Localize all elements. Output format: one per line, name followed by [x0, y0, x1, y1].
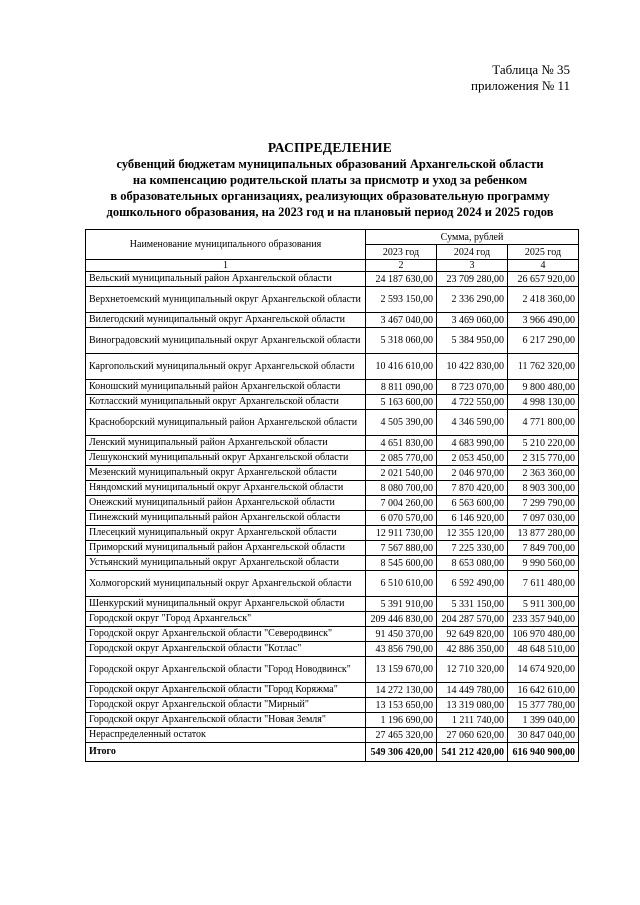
amount-2024: 92 649 820,00	[437, 627, 508, 642]
total-2023: 549 306 420,00	[366, 743, 437, 762]
amount-2025: 16 642 610,00	[508, 683, 579, 698]
table-row	[86, 354, 579, 380]
title-line-4: дошкольного образования, на 2023 год и на плановый период 2024 и 2025 годов	[106, 205, 554, 219]
table-row	[86, 451, 579, 466]
amount-2024: 2 046 970,00	[437, 466, 508, 481]
municipality-name: Городской округ Архангельской области "Город Коряжма"	[86, 683, 366, 698]
amount-2024: 2 053 450,00	[437, 451, 508, 466]
table-row	[86, 597, 579, 612]
table-row	[86, 436, 579, 451]
municipality-name: Мезенский муниципальный округ Архангельской области	[86, 466, 366, 481]
title-line-3: в образовательных организациях, реализующих образовательную программу	[110, 189, 550, 203]
municipality-name: Красноборский муниципальный район Архангельской области	[86, 410, 366, 436]
amount-2023: 13 159 670,00	[366, 657, 437, 683]
table-reference	[471, 62, 570, 94]
column-header-sum: Сумма, рублей	[366, 230, 579, 245]
document-title	[80, 140, 580, 220]
municipality-name: Плесецкий муниципальный округ Архангельской области	[86, 526, 366, 541]
column-index: 2	[366, 260, 437, 272]
amount-2024: 204 287 570,00	[437, 612, 508, 627]
municipality-name: Вельский муниципальный район Архангельской области	[86, 272, 366, 287]
table-row	[86, 395, 579, 410]
amount-2024: 13 319 080,00	[437, 698, 508, 713]
amount-2023: 27 465 320,00	[366, 728, 437, 743]
amount-2024: 4 683 990,00	[437, 436, 508, 451]
municipality-name: Лешуконский муниципальный округ Архангельской области	[86, 451, 366, 466]
municipality-name: Приморский муниципальный район Архангельской области	[86, 541, 366, 556]
table-row	[86, 313, 579, 328]
amount-2025: 2 418 360,00	[508, 287, 579, 313]
amount-2024: 6 592 490,00	[437, 571, 508, 597]
amount-2025: 7 299 790,00	[508, 496, 579, 511]
column-header-2025: 2025 год	[508, 245, 579, 260]
amount-2023: 4 651 830,00	[366, 436, 437, 451]
amount-2025: 106 970 480,00	[508, 627, 579, 642]
amount-2023: 8 811 090,00	[366, 380, 437, 395]
table-row	[86, 481, 579, 496]
table-row	[86, 526, 579, 541]
amount-2025: 1 399 040,00	[508, 713, 579, 728]
appendix-reference: приложения № 11	[471, 78, 570, 93]
municipality-name: Городской округ Архангельской области "Северодвинск"	[86, 627, 366, 642]
amount-2025: 2 315 770,00	[508, 451, 579, 466]
municipality-name: Устьянский муниципальный округ Архангельской области	[86, 556, 366, 571]
amount-2024: 23 709 280,00	[437, 272, 508, 287]
table-row	[86, 496, 579, 511]
amount-2025: 7 849 700,00	[508, 541, 579, 556]
amount-2024: 1 211 740,00	[437, 713, 508, 728]
table-row	[86, 683, 579, 698]
amount-2023: 1 196 690,00	[366, 713, 437, 728]
amount-2023: 8 545 600,00	[366, 556, 437, 571]
amount-2023: 5 318 060,00	[366, 328, 437, 354]
amount-2024: 42 886 350,00	[437, 642, 508, 657]
table-row	[86, 612, 579, 627]
total-2024: 541 212 420,00	[437, 743, 508, 762]
municipality-name: Верхнетоемский муниципальный округ Архангельской области	[86, 287, 366, 313]
column-header-2024: 2024 год	[437, 245, 508, 260]
amount-2023: 12 911 730,00	[366, 526, 437, 541]
amount-2023: 2 593 150,00	[366, 287, 437, 313]
municipality-name: Холмогорский муниципальный округ Архангельской области	[86, 571, 366, 597]
amount-2024: 10 422 830,00	[437, 354, 508, 380]
amount-2025: 7 611 480,00	[508, 571, 579, 597]
amount-2024: 2 336 290,00	[437, 287, 508, 313]
municipality-name: Пинежский муниципальный район Архангельской области	[86, 511, 366, 526]
amount-2023: 5 391 910,00	[366, 597, 437, 612]
amount-2025: 8 903 300,00	[508, 481, 579, 496]
column-index: 3	[437, 260, 508, 272]
municipality-name: Шенкурский муниципальный округ Архангельской области	[86, 597, 366, 612]
amount-2024: 6 146 920,00	[437, 511, 508, 526]
municipality-name: Городской округ Архангельской области "Город Новодвинск"	[86, 657, 366, 683]
table-row	[86, 380, 579, 395]
column-index-row	[86, 260, 579, 272]
amount-2025: 9 800 480,00	[508, 380, 579, 395]
column-index: 4	[508, 260, 579, 272]
amount-2024: 4 346 590,00	[437, 410, 508, 436]
municipality-name: Городской округ Архангельской области "Мирный"	[86, 698, 366, 713]
amount-2023: 10 416 610,00	[366, 354, 437, 380]
amount-2024: 12 710 320,00	[437, 657, 508, 683]
total-2025: 616 940 900,00	[508, 743, 579, 762]
table-row	[86, 272, 579, 287]
amount-2025: 30 847 040,00	[508, 728, 579, 743]
amount-2023: 7 567 880,00	[366, 541, 437, 556]
amount-2023: 5 163 600,00	[366, 395, 437, 410]
amount-2024: 3 469 060,00	[437, 313, 508, 328]
municipality-name: Каргопольский муниципальный округ Архангельской области	[86, 354, 366, 380]
table-row	[86, 287, 579, 313]
table-row	[86, 713, 579, 728]
table-row	[86, 511, 579, 526]
amount-2023: 7 004 260,00	[366, 496, 437, 511]
table-row	[86, 328, 579, 354]
amount-2025: 26 657 920,00	[508, 272, 579, 287]
table-row	[86, 571, 579, 597]
amount-2023: 3 467 040,00	[366, 313, 437, 328]
table-row	[86, 728, 579, 743]
title-line-1: субвенций бюджетам муниципальных образований Архангельской области	[116, 157, 544, 171]
amount-2023: 13 153 650,00	[366, 698, 437, 713]
amount-2025: 15 377 780,00	[508, 698, 579, 713]
amount-2024: 7 870 420,00	[437, 481, 508, 496]
municipality-name: Городской округ "Город Архангельск"	[86, 612, 366, 627]
amount-2025: 48 648 510,00	[508, 642, 579, 657]
municipality-name: Виноградовский муниципальный округ Архангельской области	[86, 328, 366, 354]
table-row	[86, 410, 579, 436]
amount-2023: 4 505 390,00	[366, 410, 437, 436]
column-index: 1	[86, 260, 366, 272]
total-row	[86, 743, 579, 762]
amount-2024: 5 384 950,00	[437, 328, 508, 354]
amount-2025: 6 217 290,00	[508, 328, 579, 354]
amount-2023: 24 187 630,00	[366, 272, 437, 287]
amount-2023: 91 450 370,00	[366, 627, 437, 642]
title-line-2: на компенсацию родительской платы за присмотр и уход за ребенком	[132, 173, 528, 187]
total-label: Итого	[86, 743, 366, 762]
municipality-name: Коношский муниципальный район Архангельской области	[86, 380, 366, 395]
amount-2023: 6 510 610,00	[366, 571, 437, 597]
municipality-name: Нераспределенный остаток	[86, 728, 366, 743]
amount-2025: 7 097 030,00	[508, 511, 579, 526]
municipality-name: Котласский муниципальный округ Архангельской области	[86, 395, 366, 410]
municipality-name: Онежский муниципальный район Архангельской области	[86, 496, 366, 511]
amount-2024: 6 563 600,00	[437, 496, 508, 511]
amount-2025: 4 998 130,00	[508, 395, 579, 410]
amount-2023: 209 446 830,00	[366, 612, 437, 627]
amount-2025: 11 762 320,00	[508, 354, 579, 380]
municipality-name: Городской округ Архангельской области "Котлас"	[86, 642, 366, 657]
table-row	[86, 541, 579, 556]
amount-2025: 14 674 920,00	[508, 657, 579, 683]
table-row	[86, 627, 579, 642]
municipality-name: Ленский муниципальный район Архангельской области	[86, 436, 366, 451]
amount-2025: 9 990 560,00	[508, 556, 579, 571]
amount-2024: 12 355 120,00	[437, 526, 508, 541]
municipality-name: Вилегодский муниципальный округ Архангельской области	[86, 313, 366, 328]
title-main: РАСПРЕДЕЛЕНИЕ	[267, 140, 393, 155]
amount-2025: 5 911 300,00	[508, 597, 579, 612]
amount-2024: 14 449 780,00	[437, 683, 508, 698]
amount-2025: 233 357 940,00	[508, 612, 579, 627]
amount-2025: 13 877 280,00	[508, 526, 579, 541]
amount-2023: 2 085 770,00	[366, 451, 437, 466]
amount-2023: 8 080 700,00	[366, 481, 437, 496]
amount-2023: 43 856 790,00	[366, 642, 437, 657]
table-row	[86, 698, 579, 713]
table-number: Таблица № 35	[492, 62, 570, 77]
amount-2024: 5 331 150,00	[437, 597, 508, 612]
amount-2024: 7 225 330,00	[437, 541, 508, 556]
amount-2025: 4 771 800,00	[508, 410, 579, 436]
amount-2025: 2 363 360,00	[508, 466, 579, 481]
amount-2025: 3 966 490,00	[508, 313, 579, 328]
municipality-name: Городской округ Архангельской области "Новая Земля"	[86, 713, 366, 728]
table-row	[86, 657, 579, 683]
amount-2023: 2 021 540,00	[366, 466, 437, 481]
amount-2024: 27 060 620,00	[437, 728, 508, 743]
table-row	[86, 466, 579, 481]
column-header-2023: 2023 год	[366, 245, 437, 260]
amount-2023: 14 272 130,00	[366, 683, 437, 698]
table-row	[86, 556, 579, 571]
amount-2024: 8 723 070,00	[437, 380, 508, 395]
distribution-table	[85, 229, 579, 762]
amount-2025: 5 210 220,00	[508, 436, 579, 451]
table-row	[86, 642, 579, 657]
amount-2023: 6 070 570,00	[366, 511, 437, 526]
amount-2024: 8 653 080,00	[437, 556, 508, 571]
amount-2024: 4 722 550,00	[437, 395, 508, 410]
municipality-name: Няндомский муниципальный округ Архангельской области	[86, 481, 366, 496]
column-header-name: Наименование муниципального образования	[86, 230, 366, 260]
